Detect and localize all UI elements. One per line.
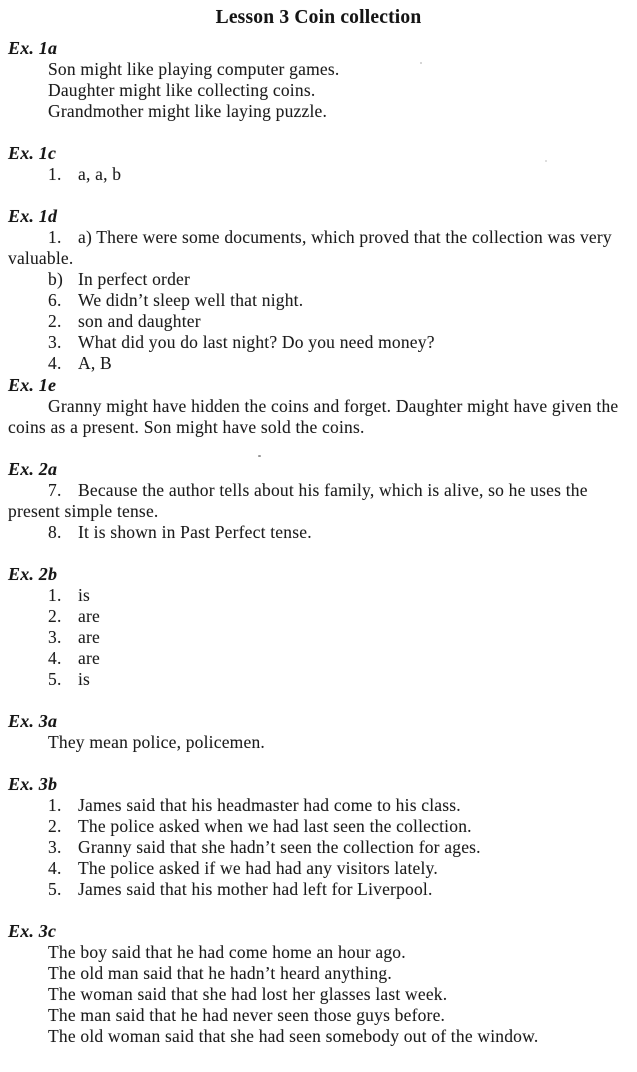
answer-line bbox=[8, 984, 629, 1005]
answer-text: The boy said that he had come home an hour ago. bbox=[48, 942, 406, 962]
exercise-section bbox=[8, 459, 629, 543]
answer-line bbox=[8, 522, 629, 543]
answer-line bbox=[8, 585, 629, 606]
answer-text: The old woman said that she had seen somebody out of the window. bbox=[48, 1026, 539, 1046]
answer-text: The man said that he had never seen those guys before. bbox=[48, 1005, 446, 1025]
exercise-section bbox=[8, 564, 629, 690]
answer-line bbox=[8, 353, 629, 374]
answer-text: James said that his mother had left for Liverpool. bbox=[78, 879, 433, 899]
exercise-heading: Ex. 3c bbox=[8, 921, 57, 941]
item-marker: 3. bbox=[48, 332, 62, 352]
answer-line bbox=[8, 837, 629, 858]
answer-line bbox=[8, 59, 629, 80]
answer-text: Granny said that she hadn’t seen the collection for ages. bbox=[78, 837, 481, 857]
item-marker: 3. bbox=[48, 627, 62, 647]
exercise-section bbox=[8, 711, 629, 753]
page-title: Lesson 3 Coin collection bbox=[215, 7, 422, 28]
answer-text: The police asked when we had last seen the collection. bbox=[78, 816, 472, 836]
answer-text: We didn’t sleep well that night. bbox=[78, 290, 304, 310]
answer-text: Grandmother might like laying puzzle. bbox=[48, 101, 328, 121]
item-marker: 4. bbox=[48, 858, 62, 878]
exercise-section bbox=[8, 206, 629, 374]
exercise-section bbox=[8, 774, 629, 900]
item-marker: 5. bbox=[48, 669, 62, 689]
answer-text: is bbox=[78, 669, 91, 689]
item-marker: 2. bbox=[48, 816, 62, 836]
item-marker: 5. bbox=[48, 879, 62, 899]
exercise-heading: Ex. 2a bbox=[8, 459, 58, 479]
item-marker: b) bbox=[48, 269, 63, 289]
answer-text: In perfect order bbox=[78, 269, 191, 289]
answer-text: They mean police, policemen. bbox=[48, 732, 265, 752]
answer-text: Daughter might like collecting coins. bbox=[48, 80, 316, 100]
item-marker: 1. bbox=[48, 795, 62, 815]
answer-text: a, a, b bbox=[78, 164, 122, 184]
answer-text: are bbox=[78, 606, 100, 626]
exercise-heading: Ex. 1d bbox=[8, 206, 58, 226]
item-marker: 2. bbox=[48, 311, 62, 331]
exercise-heading: Ex. 1c bbox=[8, 143, 57, 163]
answer-line bbox=[8, 963, 629, 984]
answer-line bbox=[8, 164, 629, 185]
item-marker: 1. bbox=[48, 585, 62, 605]
answer-text: James said that his headmaster had come to his class. bbox=[78, 795, 461, 815]
answer-line bbox=[8, 332, 629, 353]
answer-text: are bbox=[78, 648, 100, 668]
exercise-heading: Ex. 3a bbox=[8, 711, 58, 731]
answer-text: The old man said that he hadn’t heard anything. bbox=[48, 963, 392, 983]
exercise-heading: Ex. 1a bbox=[8, 38, 58, 58]
exercise-heading: Ex. 3b bbox=[8, 774, 58, 794]
answer-text: Granny might have hidden the coins and forget. Daughter might have given the coins as a present. Son might have sold the coins. bbox=[8, 396, 619, 437]
scan-speck bbox=[420, 62, 422, 64]
exercise-section bbox=[8, 38, 629, 122]
answer-text: are bbox=[78, 627, 100, 647]
answer-text: Son might like playing computer games. bbox=[48, 59, 340, 79]
answer-line bbox=[8, 396, 629, 438]
answer-line bbox=[8, 80, 629, 101]
exercise-heading: Ex. 1e bbox=[8, 375, 57, 395]
answer-line bbox=[8, 816, 629, 837]
exercise-section bbox=[8, 375, 629, 438]
answer-line bbox=[8, 290, 629, 311]
answer-line bbox=[8, 879, 629, 900]
answer-line bbox=[8, 269, 629, 290]
answer-text: What did you do last night? Do you need money? bbox=[78, 332, 435, 352]
item-marker: 4. bbox=[48, 353, 62, 373]
item-marker: 4. bbox=[48, 648, 62, 668]
answer-line bbox=[8, 669, 629, 690]
item-marker: 7. bbox=[48, 480, 62, 500]
answer-line bbox=[8, 227, 629, 269]
exercise-heading: Ex. 2b bbox=[8, 564, 58, 584]
answer-line bbox=[8, 1026, 629, 1047]
answer-text: It is shown in Past Perfect tense. bbox=[78, 522, 312, 542]
exercise-section bbox=[8, 921, 629, 1047]
item-marker: 2. bbox=[48, 606, 62, 626]
answer-text: The woman said that she had lost her glasses last week. bbox=[48, 984, 448, 1004]
answer-text: Because the author tells about his family, which is alive, so he uses the present simple tense. bbox=[8, 480, 588, 521]
answer-line bbox=[8, 627, 629, 648]
answer-line bbox=[8, 480, 629, 522]
answer-text: a) There were some documents, which proved that the collection was very valuable. bbox=[8, 227, 612, 268]
answer-line bbox=[8, 858, 629, 879]
exercise-section bbox=[8, 143, 629, 185]
sections-container bbox=[8, 38, 629, 1047]
answer-text: A, B bbox=[78, 353, 112, 373]
item-marker: 3. bbox=[48, 837, 62, 857]
answer-line bbox=[8, 1005, 629, 1026]
item-marker: 1. bbox=[48, 227, 62, 247]
answer-text: The police asked if we had had any visitors lately. bbox=[78, 858, 438, 878]
answer-line bbox=[8, 311, 629, 332]
scan-speck bbox=[258, 455, 261, 457]
answer-line bbox=[8, 795, 629, 816]
answer-text: is bbox=[78, 585, 91, 605]
answer-line bbox=[8, 101, 629, 122]
answer-text: son and daughter bbox=[78, 311, 201, 331]
item-marker: 6. bbox=[48, 290, 62, 310]
item-marker: 8. bbox=[48, 522, 62, 542]
answer-line bbox=[8, 732, 629, 753]
answer-line bbox=[8, 942, 629, 963]
scan-speck bbox=[545, 160, 547, 162]
answer-line bbox=[8, 606, 629, 627]
item-marker: 1. bbox=[48, 164, 62, 184]
answer-line bbox=[8, 648, 629, 669]
